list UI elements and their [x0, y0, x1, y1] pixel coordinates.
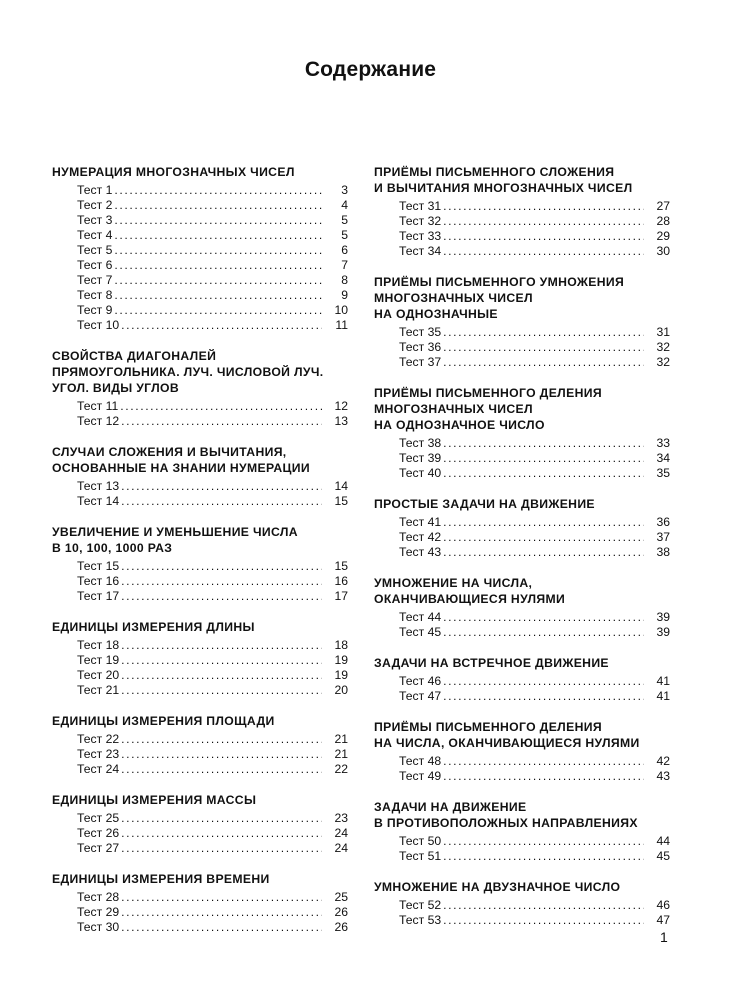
toc-entry[interactable] [52, 905, 348, 920]
toc-entry-page-number: 46 [656, 898, 670, 912]
dot-leader [114, 258, 322, 273]
toc-entry-label: Тест 30 [77, 920, 120, 934]
dot-leader [114, 213, 322, 228]
toc-entry-label: Тест 15 [77, 559, 120, 573]
toc-entry[interactable] [52, 920, 348, 935]
toc-entry[interactable] [52, 668, 348, 683]
dot-leader [443, 436, 644, 451]
dot-leader [443, 340, 644, 355]
toc-entry-page-number: 9 [341, 288, 348, 302]
toc-entry-page-number: 36 [656, 515, 670, 529]
dot-leader [121, 826, 322, 841]
dot-leader [114, 288, 322, 303]
toc-entry-page-number: 33 [656, 436, 670, 450]
dot-leader [443, 325, 644, 340]
toc-entry[interactable] [52, 890, 348, 905]
toc-entry-page-number: 21 [334, 747, 348, 761]
section-heading [374, 655, 670, 671]
section-heading [374, 799, 670, 831]
toc-entry-page-number: 5 [341, 213, 348, 227]
toc-entry-label: Тест 11 [77, 399, 119, 413]
dot-leader [121, 494, 322, 509]
section-heading-line: МНОГОЗНАЧНЫХ ЧИСЕЛ [374, 402, 533, 416]
toc-entry-label: Тест 34 [399, 244, 442, 258]
section-heading-line: НА ОДНОЗНАЧНОЕ ЧИСЛО [374, 418, 545, 432]
toc-entry-label: Тест 26 [77, 826, 120, 840]
toc-entry[interactable] [52, 288, 348, 303]
toc-entry-label: Тест 6 [77, 258, 113, 272]
toc-entry[interactable] [52, 841, 348, 856]
toc-entry-label: Тест 44 [399, 610, 442, 624]
toc-entry[interactable] [374, 340, 670, 355]
dot-leader [121, 762, 322, 777]
toc-entry-page-number: 32 [656, 340, 670, 354]
section-heading [52, 348, 348, 396]
dot-leader [120, 399, 322, 414]
toc-entry-page-number: 12 [334, 399, 348, 413]
toc-entry-label: Тест 28 [77, 890, 120, 904]
toc-entry[interactable] [52, 228, 348, 243]
dot-leader [121, 479, 322, 494]
toc-entry-label: Тест 16 [77, 574, 120, 588]
dot-leader [114, 183, 322, 198]
toc-entry-label: Тест 17 [77, 589, 120, 603]
toc-entry-label: Тест 41 [399, 515, 442, 529]
dot-leader [443, 754, 644, 769]
section-heading [374, 575, 670, 607]
section-heading-line: ЕДИНИЦЫ ИЗМЕРЕНИЯ ДЛИНЫ [52, 620, 255, 634]
section-heading [374, 879, 670, 895]
toc-entry-label: Тест 43 [399, 545, 442, 559]
dot-leader [121, 638, 322, 653]
toc-entry-page-number: 19 [334, 653, 348, 667]
toc-column-left [52, 164, 348, 950]
toc-entry-label: Тест 20 [77, 668, 120, 682]
toc-entry-label: Тест 27 [77, 841, 120, 855]
toc-entry-label: Тест 38 [399, 436, 442, 450]
toc-entry-page-number: 15 [334, 494, 348, 508]
toc-entry[interactable] [374, 214, 670, 229]
toc-entry[interactable] [52, 762, 348, 777]
toc-entry-label: Тест 36 [399, 340, 442, 354]
section-heading-line: ОСНОВАННЫЕ НА ЗНАНИИ НУМЕРАЦИИ [52, 461, 310, 475]
section-heading-line: В ПРОТИВОПОЛОЖНЫХ НАПРАВЛЕНИЯХ [374, 816, 638, 830]
toc-entry[interactable] [52, 414, 348, 429]
toc-entry-label: Тест 23 [77, 747, 120, 761]
dot-leader [121, 732, 322, 747]
toc-entry-page-number: 7 [341, 258, 348, 272]
dot-leader [443, 466, 644, 481]
toc-entry[interactable] [52, 303, 348, 318]
toc-entry[interactable] [374, 244, 670, 259]
toc-entry[interactable] [374, 451, 670, 466]
toc-entry[interactable] [374, 834, 670, 849]
toc-entry[interactable] [374, 625, 670, 640]
toc-entry-page-number: 22 [334, 762, 348, 776]
toc-entry[interactable] [374, 229, 670, 244]
dot-leader [121, 653, 322, 668]
section-heading-line: ПРИЁМЫ ПИСЬМЕННОГО ДЕЛЕНИЯ [374, 720, 602, 734]
dot-leader [121, 559, 322, 574]
toc-entry-page-number: 27 [656, 199, 670, 213]
toc-entry-page-number: 24 [334, 841, 348, 855]
toc-entry[interactable] [52, 258, 348, 273]
section-heading-line: ЕДИНИЦЫ ИЗМЕРЕНИЯ МАССЫ [52, 793, 257, 807]
dot-leader [114, 243, 322, 258]
section-heading [52, 713, 348, 729]
toc-section [374, 799, 670, 864]
toc-entry[interactable] [374, 355, 670, 370]
toc-entry[interactable] [374, 325, 670, 340]
toc-entry-page-number: 41 [656, 689, 670, 703]
section-heading-line: НУМЕРАЦИЯ МНОГОЗНАЧНЫХ ЧИСЕЛ [52, 165, 295, 179]
dot-leader [114, 228, 322, 243]
toc-entry-page-number: 35 [656, 466, 670, 480]
toc-column-right [374, 164, 670, 943]
section-heading-line: ПРИЁМЫ ПИСЬМЕННОГО СЛОЖЕНИЯ [374, 165, 615, 179]
toc-entry[interactable] [52, 198, 348, 213]
toc-entry-page-number: 4 [341, 198, 348, 212]
toc-entry-label: Тест 50 [399, 834, 442, 848]
toc-entry-page-number: 15 [334, 559, 348, 573]
toc-entry-page-number: 10 [334, 303, 348, 317]
toc-entry[interactable] [374, 689, 670, 704]
toc-entry[interactable] [374, 530, 670, 545]
toc-entry[interactable] [52, 574, 348, 589]
toc-entry-page-number: 21 [334, 732, 348, 746]
toc-entry-label: Тест 37 [399, 355, 442, 369]
toc-entry[interactable] [52, 638, 348, 653]
dot-leader [443, 689, 644, 704]
dot-leader [121, 747, 322, 762]
toc-entry-page-number: 30 [656, 244, 670, 258]
section-heading-line: УМНОЖЕНИЕ НА ЧИСЛА, [374, 576, 533, 590]
section-heading-line: УМНОЖЕНИЕ НА ДВУЗНАЧНОЕ ЧИСЛО [374, 880, 621, 894]
section-heading [374, 164, 670, 196]
toc-entry-label: Тест 47 [399, 689, 442, 703]
section-heading-line: ЗАДАЧИ НА ДВИЖЕНИЕ [374, 800, 527, 814]
toc-entry[interactable] [52, 213, 348, 228]
toc-entry[interactable] [52, 826, 348, 841]
section-heading [374, 496, 670, 512]
toc-entry[interactable] [52, 683, 348, 698]
dot-leader [443, 515, 644, 530]
dot-leader [121, 414, 322, 429]
toc-entry[interactable] [374, 610, 670, 625]
section-heading [52, 792, 348, 808]
toc-entry-label: Тест 48 [399, 754, 442, 768]
toc-entry-page-number: 23 [334, 811, 348, 825]
section-heading-line: ПРИЁМЫ ПИСЬМЕННОГО УМНОЖЕНИЯ [374, 275, 625, 289]
toc-section [374, 274, 670, 370]
toc-entry-label: Тест 2 [77, 198, 113, 212]
dot-leader [443, 229, 644, 244]
toc-entry-label: Тест 31 [399, 199, 442, 213]
toc-entry-page-number: 39 [656, 625, 670, 639]
toc-entry-page-number: 11 [335, 318, 348, 332]
toc-entry-page-number: 5 [341, 228, 348, 242]
toc-entry[interactable] [52, 479, 348, 494]
section-heading-line: МНОГОЗНАЧНЫХ ЧИСЕЛ [374, 291, 533, 305]
toc-entry-label: Тест 53 [399, 913, 442, 927]
toc-entry-page-number: 41 [656, 674, 670, 688]
toc-entry-label: Тест 3 [77, 213, 113, 227]
toc-entry-page-number: 39 [656, 610, 670, 624]
toc-entry-page-number: 34 [656, 451, 670, 465]
toc-entry-label: Тест 46 [399, 674, 442, 688]
toc-entry-page-number: 28 [656, 214, 670, 228]
toc-entry-label: Тест 25 [77, 811, 120, 825]
toc-entry[interactable] [374, 545, 670, 560]
dot-leader [121, 890, 322, 905]
toc-entry-label: Тест 9 [77, 303, 113, 317]
toc-entry[interactable] [374, 849, 670, 864]
dot-leader [121, 905, 322, 920]
toc-entry-page-number: 8 [341, 273, 348, 287]
toc-entry-label: Тест 19 [77, 653, 120, 667]
toc-entry[interactable] [374, 436, 670, 451]
section-heading-line: В 10, 100, 1000 РАЗ [52, 541, 173, 555]
section-heading-line: ПРЯМОУГОЛЬНИКА. ЛУЧ. ЧИСЛОВОЙ ЛУЧ. [52, 365, 324, 379]
dot-leader [443, 530, 644, 545]
toc-entry-page-number: 16 [334, 574, 348, 588]
toc-entry-label: Тест 7 [77, 273, 113, 287]
dot-leader [443, 610, 644, 625]
toc-section [52, 164, 348, 333]
dot-leader [443, 545, 644, 560]
toc-entry-page-number: 31 [656, 325, 670, 339]
toc-entry-page-number: 14 [334, 479, 348, 493]
section-heading-line: И ВЫЧИТАНИЯ МНОГОЗНАЧНЫХ ЧИСЕЛ [374, 181, 633, 195]
toc-entry-label: Тест 49 [399, 769, 442, 783]
toc-entry[interactable] [52, 399, 348, 414]
toc-entry-label: Тест 52 [399, 898, 442, 912]
toc-entry[interactable] [52, 747, 348, 762]
section-heading-line: УГОЛ. ВИДЫ УГЛОВ [52, 381, 180, 395]
toc-entry-label: Тест 40 [399, 466, 442, 480]
toc-section [52, 792, 348, 856]
dot-leader [114, 303, 322, 318]
toc-entry-page-number: 24 [334, 826, 348, 840]
dot-leader [114, 273, 322, 288]
dot-leader [443, 451, 644, 466]
toc-entry-page-number: 32 [656, 355, 670, 369]
toc-section [374, 496, 670, 560]
toc-entry-label: Тест 8 [77, 288, 113, 302]
toc-entry[interactable] [374, 199, 670, 214]
toc-entry-label: Тест 29 [77, 905, 120, 919]
toc-entry[interactable] [374, 515, 670, 530]
section-heading-line: ЗАДАЧИ НА ВСТРЕЧНОЕ ДВИЖЕНИЕ [374, 656, 609, 670]
toc-entry[interactable] [52, 494, 348, 509]
toc-section [52, 348, 348, 429]
dot-leader [443, 834, 644, 849]
toc-entry[interactable] [52, 183, 348, 198]
section-heading [52, 164, 348, 180]
toc-entry[interactable] [52, 653, 348, 668]
toc-entry-page-number: 44 [656, 834, 670, 848]
dot-leader [121, 811, 322, 826]
toc-section [374, 575, 670, 640]
toc-entry-page-number: 42 [656, 754, 670, 768]
toc-entry[interactable] [374, 898, 670, 913]
dot-leader [443, 625, 644, 640]
section-heading-line: СЛУЧАИ СЛОЖЕНИЯ И ВЫЧИТАНИЯ, [52, 445, 287, 459]
section-heading-line: УВЕЛИЧЕНИЕ И УМЕНЬШЕНИЕ ЧИСЛА [52, 525, 298, 539]
toc-entry-label: Тест 18 [77, 638, 120, 652]
toc-section [52, 713, 348, 777]
toc-entry-page-number: 38 [656, 545, 670, 559]
toc-entry-label: Тест 10 [77, 318, 120, 332]
dot-leader [114, 198, 322, 213]
toc-entry-label: Тест 35 [399, 325, 442, 339]
toc-entry-label: Тест 13 [77, 479, 120, 493]
toc-entry-page-number: 43 [656, 769, 670, 783]
toc-entry-label: Тест 14 [77, 494, 120, 508]
dot-leader [443, 674, 644, 689]
toc-entry-label: Тест 22 [77, 732, 120, 746]
toc-section [374, 719, 670, 784]
toc-entry[interactable] [374, 769, 670, 784]
section-heading-line: ПРИЁМЫ ПИСЬМЕННОГО ДЕЛЕНИЯ [374, 386, 602, 400]
dot-leader [443, 849, 644, 864]
toc-entry[interactable] [374, 466, 670, 481]
toc-entry-label: Тест 51 [399, 849, 442, 863]
dot-leader [443, 913, 644, 928]
dot-leader [443, 199, 644, 214]
toc-section [374, 879, 670, 928]
toc-entry-label: Тест 45 [399, 625, 442, 639]
toc-section [52, 444, 348, 509]
section-heading-line: НА ОДНОЗНАЧНЫЕ [374, 307, 498, 321]
toc-section [52, 524, 348, 604]
dot-leader [443, 769, 644, 784]
toc-entry[interactable] [52, 243, 348, 258]
dot-leader [121, 318, 322, 333]
section-heading [52, 619, 348, 635]
toc-entry[interactable] [374, 754, 670, 769]
section-heading-line: СВОЙСТВА ДИАГОНАЛЕЙ [52, 349, 217, 363]
toc-entry[interactable] [52, 559, 348, 574]
dot-leader [443, 355, 644, 370]
toc-entry-page-number: 45 [656, 849, 670, 863]
section-heading [52, 444, 348, 476]
dot-leader [121, 589, 322, 604]
toc-entry-page-number: 37 [656, 530, 670, 544]
toc-entry-label: Тест 5 [77, 243, 113, 257]
toc-section [52, 619, 348, 698]
section-heading [52, 524, 348, 556]
toc-section [374, 385, 670, 481]
toc-entry-label: Тест 33 [399, 229, 442, 243]
section-heading-line: ЕДИНИЦЫ ИЗМЕРЕНИЯ ПЛОЩАДИ [52, 714, 275, 728]
toc-entry-page-number: 6 [341, 243, 348, 257]
section-heading [374, 385, 670, 433]
toc-entry-label: Тест 24 [77, 762, 120, 776]
toc-entry-label: Тест 4 [77, 228, 113, 242]
toc-entry-label: Тест 42 [399, 530, 442, 544]
section-heading-line: ПРОСТЫЕ ЗАДАЧИ НА ДВИЖЕНИЕ [374, 497, 595, 511]
toc-entry-page-number: 47 [656, 913, 670, 927]
page-title: Содержание [304, 58, 437, 81]
section-heading [52, 871, 348, 887]
toc-entry-page-number: 18 [334, 638, 348, 652]
toc-entry[interactable] [52, 273, 348, 288]
section-heading [374, 719, 670, 751]
dot-leader [121, 574, 322, 589]
toc-entry-label: Тест 39 [399, 451, 442, 465]
toc-entry[interactable] [374, 674, 670, 689]
toc-section [374, 164, 670, 259]
toc-entry-page-number: 3 [341, 183, 348, 197]
toc-entry-page-number: 26 [334, 920, 348, 934]
toc-entry[interactable] [52, 589, 348, 604]
toc-entry-page-number: 25 [334, 890, 348, 904]
toc-entry-label: Тест 1 [77, 183, 113, 197]
section-heading-line: НА ЧИСЛА, ОКАНЧИВАЮЩИЕСЯ НУЛЯМИ [374, 736, 640, 750]
dot-leader [121, 683, 322, 698]
toc-entry-page-number: 17 [334, 589, 348, 603]
page-number: 1 [660, 929, 668, 945]
dot-leader [121, 920, 322, 935]
toc-entry[interactable] [52, 318, 348, 333]
toc-entry-label: Тест 12 [77, 414, 120, 428]
dot-leader [121, 668, 322, 683]
dot-leader [443, 214, 644, 229]
toc-entry-page-number: 13 [334, 414, 348, 428]
dot-leader [443, 244, 644, 259]
toc-entry-label: Тест 32 [399, 214, 442, 228]
dot-leader [443, 898, 644, 913]
section-heading [374, 274, 670, 322]
toc-entry-page-number: 26 [334, 905, 348, 919]
section-heading-line: ОКАНЧИВАЮЩИЕСЯ НУЛЯМИ [374, 592, 566, 606]
section-heading-line: ЕДИНИЦЫ ИЗМЕРЕНИЯ ВРЕМЕНИ [52, 872, 270, 886]
toc-section [374, 655, 670, 704]
toc-entry[interactable] [374, 913, 670, 928]
toc-entry-page-number: 20 [334, 683, 348, 697]
toc-entry-page-number: 29 [656, 229, 670, 243]
toc-entry[interactable] [52, 811, 348, 826]
dot-leader [121, 841, 322, 856]
toc-section [52, 871, 348, 935]
toc-entry-page-number: 19 [334, 668, 348, 682]
toc-entry[interactable] [52, 732, 348, 747]
toc-entry-label: Тест 21 [77, 683, 120, 697]
